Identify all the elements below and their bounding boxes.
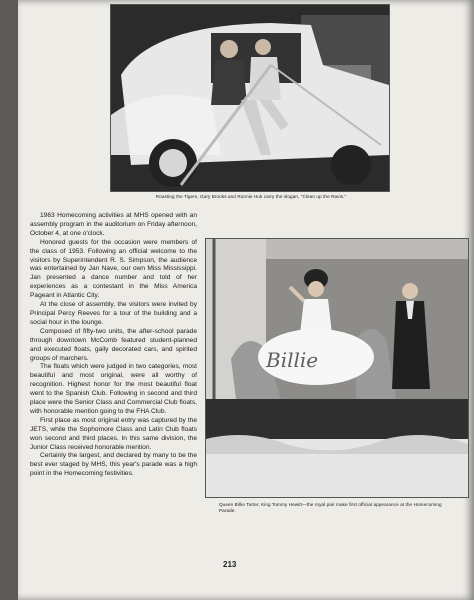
bottom-photo <box>205 238 469 498</box>
article-paragraph: Composed of fifty-two units, the after-school parade through downtown McComb featured student-planned and executed floats, gaily decorated cars, and spirited groups of marchers. <box>30 327 197 362</box>
top-photo <box>110 4 390 192</box>
signature: Billie <box>266 348 319 372</box>
article-paragraph: Certainly the largest, and declared by many to be the best ever staged by MHS, this year's parade was a high point in the Homecoming festivities. <box>30 452 197 478</box>
page-number: 213 <box>223 560 237 569</box>
top-photo-caption: Roasting the Tigers, Gary Brooks and Ronnie Huk carry the slogan, "Clean up the Ravis." <box>155 194 347 199</box>
jeep-float-illustration <box>111 5 389 191</box>
homecoming-float-illustration <box>206 239 468 497</box>
article-paragraph: First place as most original entry was captured by the JETS, while the Sophomore Class and Latin Club floats won second and third places. In this same division, the Junior Class received honorable mention. <box>30 416 197 451</box>
article-paragraph: 1963 Homecoming activities at MHS opened with an assembly program in the auditorium on Friday afternoon, October 4, at one o'clock. <box>30 212 197 237</box>
article-paragraph: Honored guests for the occasion were members of the class of 1953. Following an official welcome to the visitors by Superintendent R. S. Simpson, the audience was entertained by Jan Nave, our own Miss Mississippi. Jan presented a dance number and told of her experiences as a contestant in the Miss America Pageant in Atlantic City. <box>30 238 197 300</box>
article-text <box>30 212 197 479</box>
article-paragraph: At the close of assembly, the visitors were invited by Principal Percy Reeves for a tour of the building and a social hour in the lounge. <box>30 301 197 326</box>
article-paragraph: The floats which were judged in two categories, most beautiful and most original, were all worthy of recognition. Highest honor for the most beautiful float went to the Spanish Club. Following in second and third place were the Senior Class and Commercial Club floats, with honorable mention going to the FHA Club. <box>30 363 197 415</box>
bottom-photo-caption: Queen Billie Tarter, King Tommy Hewitt—the royal pair make first official appearance at the Homecoming Parade. <box>219 502 442 513</box>
